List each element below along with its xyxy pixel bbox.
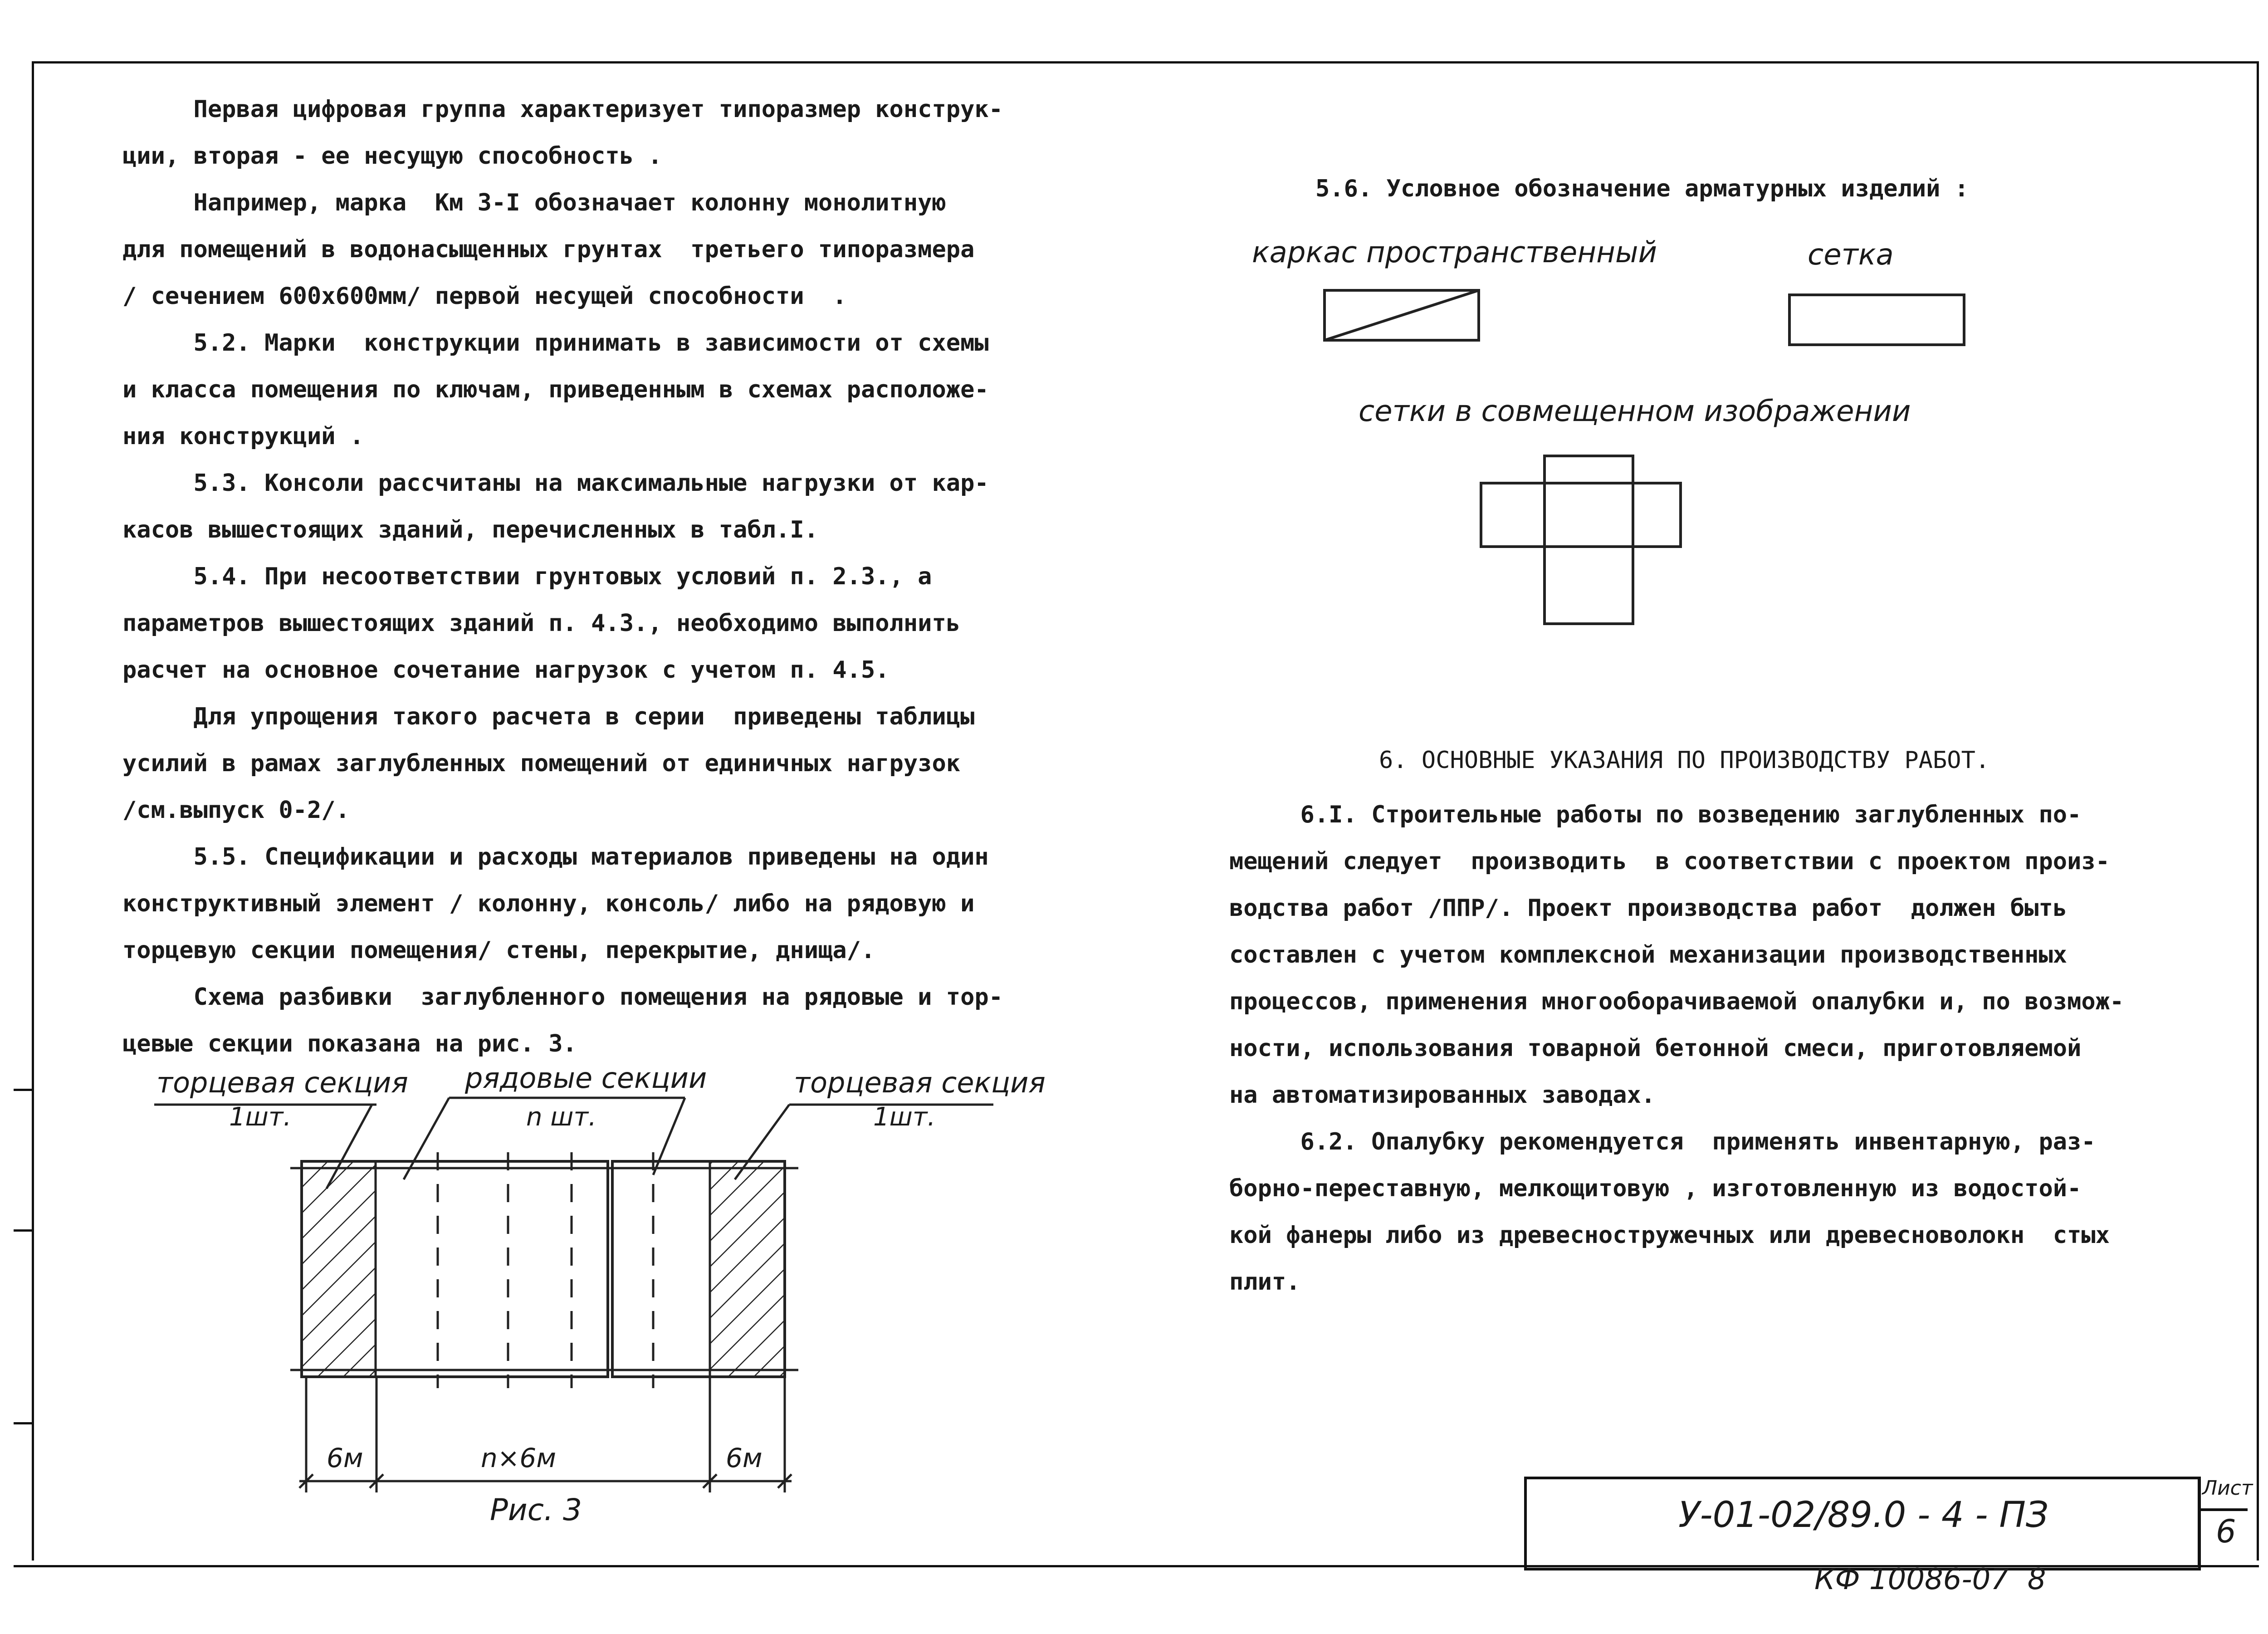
text-line: расчет на основное сочетание нагрузок с учетом п. 4.5. xyxy=(122,656,890,684)
text-line: 6.I. Строительные работы по возведению заглубленных по- xyxy=(1229,801,2082,828)
text-line: процессов, применения многооборачиваемой опалубки и, по возмож- xyxy=(1229,988,2124,1015)
combined-mesh-vertical xyxy=(1545,456,1633,624)
text-line: на автоматизированных заводах. xyxy=(1229,1081,1656,1109)
figure-caption: Рис. 3 xyxy=(490,1492,582,1527)
text-line: торцевую секции помещения/ стены, перекрытие, днища/. xyxy=(122,937,875,964)
text-line: ния конструкций . xyxy=(122,423,364,450)
label-end-section-right: торцевая секция xyxy=(794,1066,1046,1099)
text-line: ности, использования товарной бетонной смеси, приготовляемой xyxy=(1229,1035,2082,1062)
label-combined-meshes: сетки в совмещенном изображении xyxy=(1359,395,1911,428)
text-line: / сечением 600х600мм/ первой несущей способности . xyxy=(122,283,847,310)
count-end-section-left: 1шт. xyxy=(229,1102,292,1132)
text-line: 5.2. Марки конструкции принимать в зависимости от схемы xyxy=(122,329,989,357)
label-end-section-left: торцевая секция xyxy=(156,1066,408,1099)
text-line: для помещений в водонасыщенных грунтах третьего типоразмера xyxy=(122,236,975,263)
text-line: водства работ /ППР/. Проект производства работ должен быть xyxy=(1229,895,2068,922)
text-line: цевые секции показана на рис. 3. xyxy=(122,1030,577,1057)
text-line: усилий в рамах заглубленных помещений от единичных нагрузок xyxy=(122,750,961,777)
text-line: /см.выпуск 0-2/. xyxy=(122,797,350,824)
text-line: параметров вышестоящих зданий п. 4.3., необходимо выполнить xyxy=(122,610,961,637)
dim-middle: n×6м xyxy=(481,1443,557,1473)
text-line: 5.4. При несоответствии грунтовых условий п. 2.3., а xyxy=(122,563,932,590)
label-mesh: сетка xyxy=(1808,238,1894,272)
text-line: и класса помещения по ключам, приведенным в схемах расположе- xyxy=(122,376,989,403)
document-code: У-01-02/89.0 - 4 - ПЗ xyxy=(1678,1495,2049,1536)
text-line: Схема разбивки заглубленного помещения на рядовые и тор- xyxy=(122,983,1003,1011)
text-line: кой фанеры либо из древесностружечных или древесноволокн стых xyxy=(1229,1222,2110,1249)
label-spatial-frame: каркас пространственный xyxy=(1252,236,1657,269)
section-5-6-heading: 5.6. Условное обозначение арматурных изделий : xyxy=(1315,175,1969,202)
text-line: ции, вторая - ее несущую способность . xyxy=(122,142,662,170)
sheet-label: Лист xyxy=(2202,1477,2253,1500)
sheet-divider xyxy=(2198,1508,2248,1511)
text-line: борно-переставную, мелкощитовую , изготовленную из водостой- xyxy=(1229,1175,2082,1202)
text-line: составлен с учетом комплексной механизации производственных xyxy=(1229,941,2068,969)
text-line: 5.5. Спецификации и расходы материалов приведены на один xyxy=(122,843,989,871)
dim-left: 6м xyxy=(327,1443,363,1473)
sheet-number: 6 xyxy=(2216,1513,2236,1550)
combined-mesh-horizontal xyxy=(1481,483,1681,547)
dim-right: 6м xyxy=(726,1443,763,1473)
mesh-symbol xyxy=(1789,295,1964,345)
count-end-section-right: 1шт. xyxy=(873,1102,936,1132)
section-6-heading: 6. ОСНОВНЫЕ УКАЗАНИЯ ПО ПРОИЗВОДСТВУ РАБОТ. xyxy=(1379,747,1990,774)
text-line: 6.2. Опалубку рекомендуется применять инвентарную, раз- xyxy=(1229,1128,2096,1155)
text-line: конструктивный элемент / колонну, консоль/ либо на рядовую и xyxy=(122,890,975,917)
text-line: мещений следует производить в соответствии с проектом произ- xyxy=(1229,848,2110,875)
text-line: плит. xyxy=(1229,1268,1300,1296)
label-row-sections: рядовые секции xyxy=(465,1062,707,1095)
text-line: Первая цифровая группа характеризует типоразмер конструк- xyxy=(122,96,1003,123)
archive-number: КФ 10086-07 8 xyxy=(1814,1563,2046,1596)
count-row-sections: n шт. xyxy=(526,1102,596,1132)
text-line: касов вышестоящих зданий, перечисленных в табл.I. xyxy=(122,516,819,543)
text-line: Для упрощения такого расчета в серии приведены таблицы xyxy=(122,703,975,730)
text-line: Например, марка Км З-I обозначает колонну монолитную xyxy=(122,189,946,216)
text-line: 5.3. Консоли рассчитаны на максимальные нагрузки от кар- xyxy=(122,470,989,497)
